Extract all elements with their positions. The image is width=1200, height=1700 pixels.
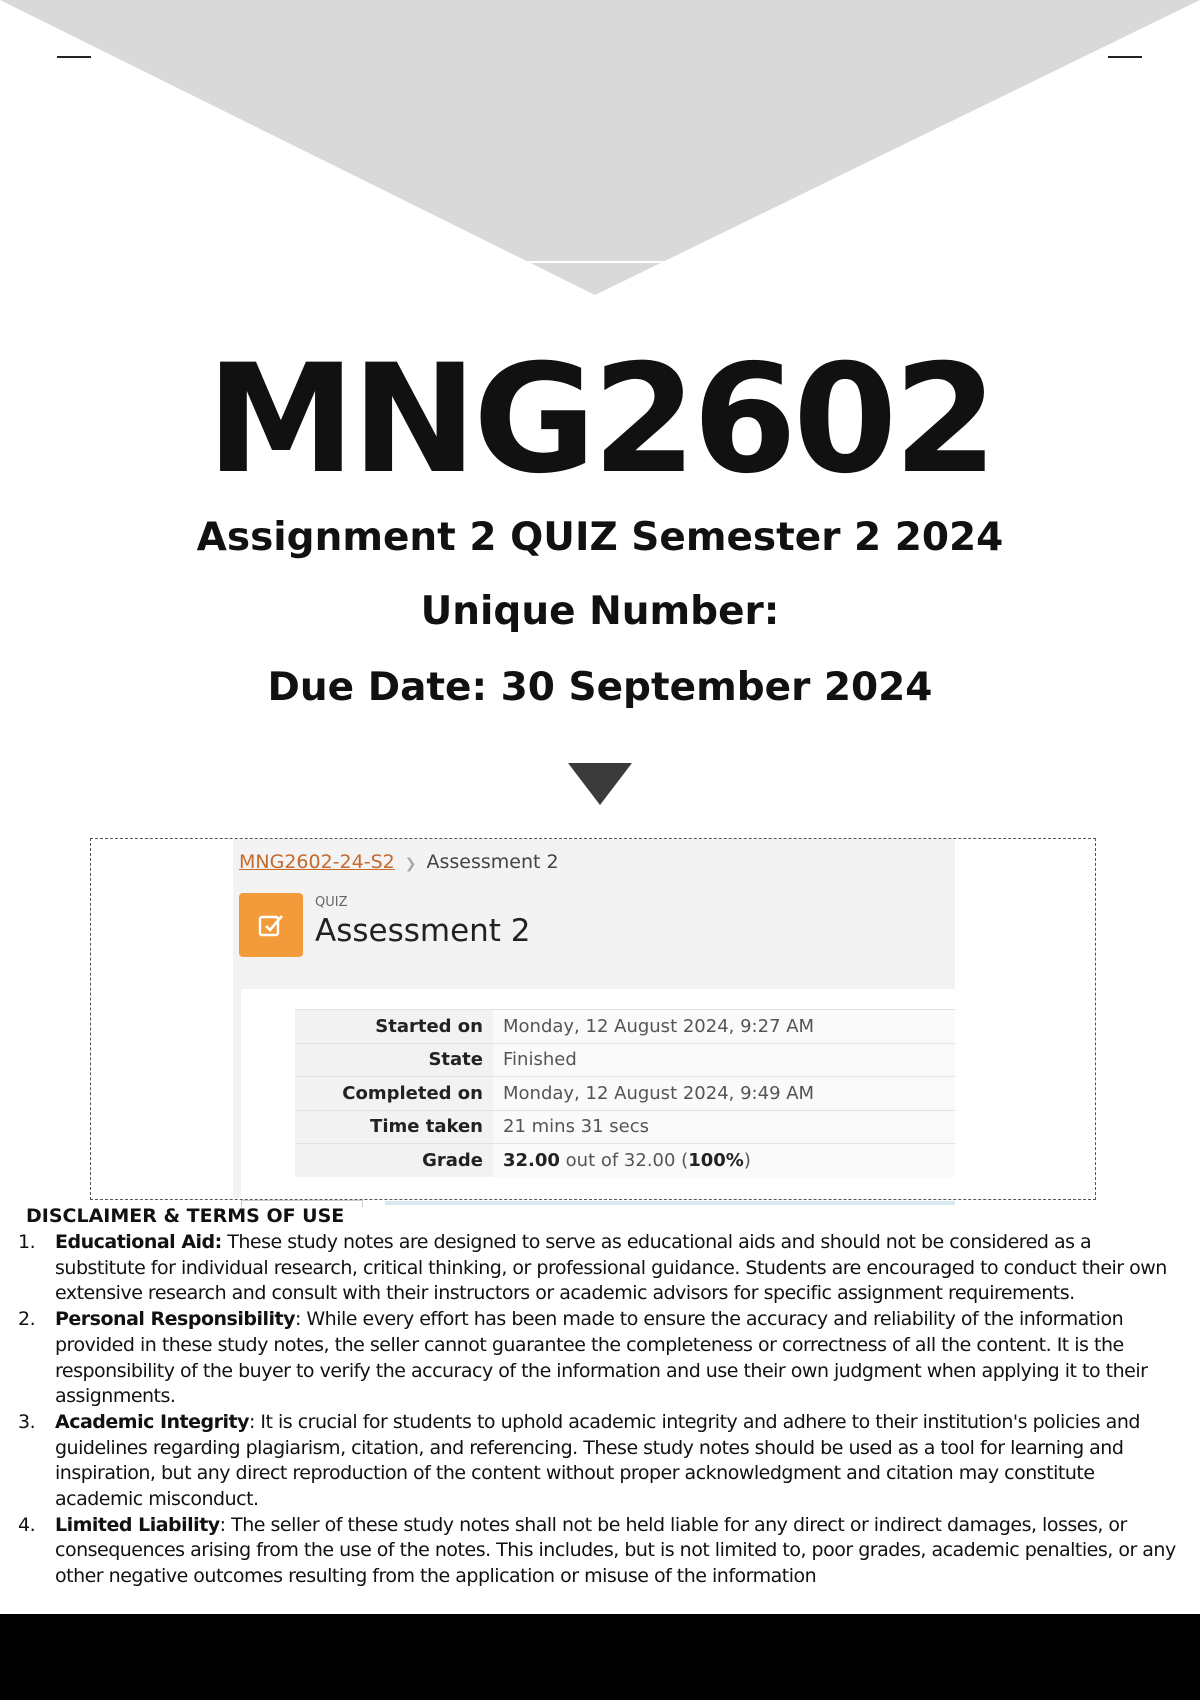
- row-value-completed-on: Monday, 12 August 2024, 9:49 AM: [493, 1077, 955, 1111]
- table-row: [295, 1110, 955, 1144]
- quiz-title: Assessment 2: [315, 913, 531, 949]
- item-text: : The seller of these study notes shall not be held liable for any direct or indirect damages, losses, or consequences arising from the use of the notes. This includes, but is not limited to, poor grades, academic penalties, or any other negative outcomes resulting from the application or misuse of the information: [55, 1513, 1176, 1588]
- corner-line-right: [1108, 56, 1142, 58]
- activity-type-label: QUIZ: [315, 895, 348, 910]
- item-heading: Personal Responsibility: [55, 1308, 295, 1331]
- breadcrumb: [239, 851, 559, 873]
- row-label-completed-on: Completed on: [295, 1077, 493, 1111]
- item-text: : It is crucial for students to uphold academic integrity and adhere to their institution's policies and guidelines regarding plagiarism, citation, and referencing. These study notes should be used as a tool for learning and inspiration, but any direct reproduction of the content without proper acknowledgment and citation may constitute academic misconduct.: [55, 1410, 1140, 1511]
- grade-close: ): [743, 1150, 751, 1171]
- cropped-bar: [385, 1201, 955, 1205]
- list-item: [14, 1307, 1186, 1410]
- list-item: [14, 1513, 1186, 1590]
- row-value-started-on: Monday, 12 August 2024, 9:27 AM: [493, 1010, 955, 1044]
- table-row: [295, 1043, 955, 1077]
- row-label-state: State: [295, 1043, 493, 1077]
- item-text: : While every effort has been made to ensure the accuracy and reliability of the information provided in these study notes, the seller cannot guarantee the completeness or correctness of all the content. It is the responsibility of the buyer to verify the accuracy of the information and use their own judgment when applying it to their assignments.: [55, 1308, 1148, 1408]
- top-banner-chevron: [0, 0, 1200, 300]
- row-label-started-on: Started on: [295, 1010, 493, 1044]
- terms-list: [14, 1230, 1186, 1590]
- row-value-state: Finished: [493, 1043, 955, 1077]
- list-item: [14, 1230, 1186, 1307]
- item-text: These study notes are designed to serve as educational aids and should not be considered as a substitute for individual research, critical thinking, or professional guidance. Students are encouraged to conduct their own extensive research and consult with their instructors or academic advisors for specific assignment requirements.: [55, 1231, 1167, 1305]
- grade-score: 32.00: [503, 1150, 560, 1171]
- due-date-line: Due Date: 30 September 2024: [267, 665, 933, 710]
- chevron-right-icon: ❯: [404, 856, 417, 872]
- breadcrumb-course-link[interactable]: MNG2602-24-S2: [239, 851, 395, 873]
- item-number: 4.: [18, 1513, 36, 1536]
- row-label-grade: Grade: [295, 1144, 493, 1178]
- item-number: 1.: [18, 1231, 36, 1253]
- quiz-screenshot: [233, 839, 955, 1198]
- course-code-title: MNG2602: [206, 333, 994, 507]
- table-row: [295, 1144, 955, 1178]
- row-value-grade: [493, 1144, 955, 1178]
- breadcrumb-current: Assessment 2: [426, 851, 559, 873]
- bottom-black-bar: [0, 1614, 1200, 1700]
- row-label-time-taken: Time taken: [295, 1110, 493, 1144]
- item-number: 2.: [18, 1308, 36, 1331]
- item-heading: Academic Integrity: [55, 1410, 249, 1433]
- table-row: [295, 1077, 955, 1111]
- unique-number-line: Unique Number:: [420, 589, 780, 634]
- assignment-line: Assignment 2 QUIZ Semester 2 2024: [196, 515, 1004, 560]
- attempt-summary-card: [241, 989, 955, 1198]
- item-heading: Educational Aid:: [55, 1231, 222, 1253]
- quiz-screenshot-frame: [90, 838, 1096, 1200]
- table-row: [295, 1010, 955, 1044]
- down-triangle-icon: [568, 763, 632, 805]
- disclaimer-title: DISCLAIMER & TERMS OF USE: [26, 1205, 345, 1227]
- item-number: 3.: [18, 1410, 36, 1433]
- item-heading: Limited Liability: [55, 1513, 220, 1536]
- quiz-edit-icon: [239, 893, 303, 957]
- attempt-summary-table: [295, 1009, 955, 1177]
- row-value-time-taken: 21 mins 31 secs: [493, 1110, 955, 1144]
- grade-percent: 100%: [688, 1150, 744, 1171]
- grade-out-of: out of 32.00 (: [559, 1150, 689, 1171]
- corner-line-left: [57, 56, 91, 58]
- list-item: [14, 1410, 1186, 1513]
